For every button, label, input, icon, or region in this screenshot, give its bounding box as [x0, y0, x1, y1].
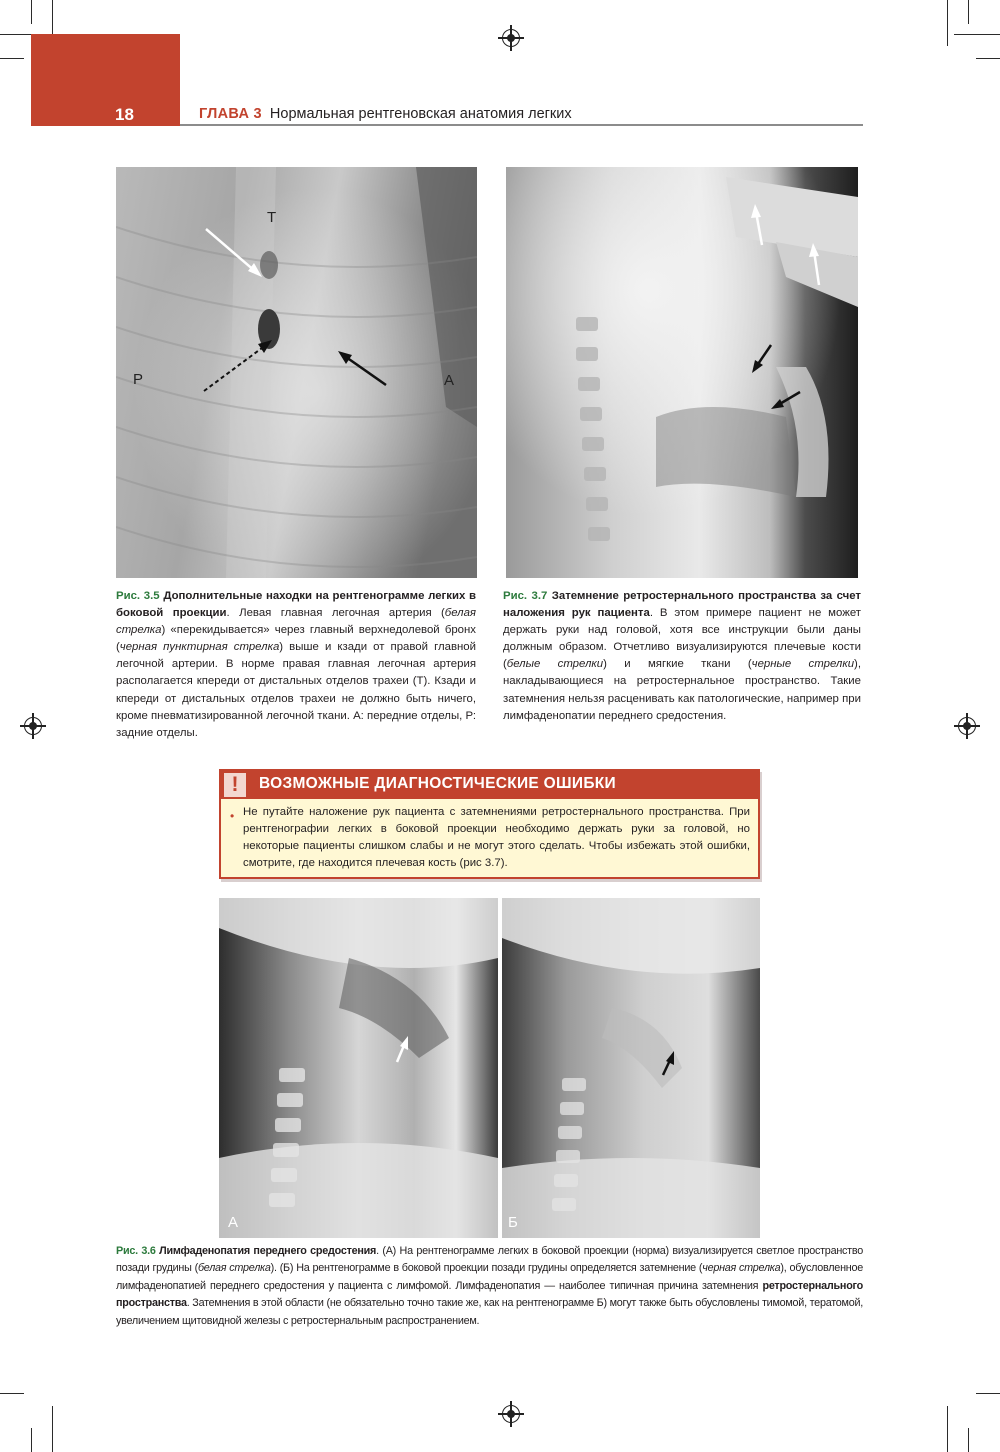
crop-mark [0, 58, 24, 59]
crop-mark [947, 1406, 948, 1452]
crop-mark [976, 58, 1000, 59]
caption-title: Лимфаденопатия переднего средостения [159, 1245, 377, 1257]
caption-emphasis: черные стрелки [751, 658, 855, 671]
figure-3-7-caption [503, 588, 861, 725]
caption-text: ), накладывающиеся на ретростернальное пространство. Такие затемнения нельзя расценивать как патологические, например при лимфаденопатии переднего средостения. [503, 658, 862, 722]
figure-3-7-xray [506, 167, 858, 578]
registration-mark-icon [24, 717, 42, 735]
exclamation-icon: ! [224, 773, 246, 797]
header-rule [180, 124, 863, 126]
crop-mark [954, 34, 1000, 35]
caption-text: ) выше и кзади от правой главной легочной артерии. В норме правая главная легочная артерия располагается кпереди от дистальных отделов трахеи (Т). Кзади и кпереди от дистальных отделов трахеи не должно быть ничего, кроме пневматизированной легочной ткани. А: передние отделы, Р: задние отделы. [116, 641, 476, 739]
crop-mark [0, 1393, 24, 1394]
caption-text: ), обусловленное лимфаденопатией переднего средостения у пациента с лимфомой. Лимфаденопатия — наиболее типичная причина затемнения [116, 1262, 863, 1292]
registration-mark-icon [502, 1405, 520, 1423]
figure-3-6b-xray [502, 898, 760, 1238]
caption-emphasis: белая стрелка [116, 607, 477, 637]
crop-mark [968, 1428, 969, 1452]
panel-a-label: А [228, 1214, 239, 1231]
chapter-title: Нормальная рентгеновская анатомия легких [269, 106, 572, 122]
caption-text: ) и мягкие ткани ( [603, 658, 752, 671]
bullet-icon: • [230, 809, 235, 823]
caption-bold: ретростернального пространства [116, 1279, 863, 1310]
warning-text: Не путайте наложение рук пациента с затемнениями ретростернального пространства. При рентгенографии легких в боковой проекции необходимо держать руки за головой, но некоторые пациенты слишком слабы и не могут этого сделать. Чтобы избежать этой ошибки, смотрите, где находится плечевая кость (рис 3.7). [243, 806, 750, 870]
registration-mark-icon [502, 29, 520, 47]
figure-3-5-xray [116, 167, 477, 578]
caption-text: . (А) На рентгенограмме легких в боковой проекции (норма) визуализируется светлое пространство позади грудины ( [116, 1245, 863, 1275]
caption-emphasis: черная пунктирная стрелка [119, 641, 280, 654]
caption-emphasis: черная стрелка [702, 1262, 781, 1275]
label-t: T [267, 209, 277, 226]
crop-mark [31, 0, 32, 24]
label-a: A [444, 372, 455, 389]
figure-3-6-caption [116, 1243, 863, 1330]
figure-3-5-caption [116, 588, 476, 742]
diagnostic-pitfalls-box [219, 769, 760, 879]
caption-emphasis: белая стрелка [197, 1262, 271, 1275]
warning-title: ВОЗМОЖНЫЕ ДИАГНОСТИЧЕСКИЕ ОШИБКИ [259, 775, 616, 792]
label-p: P [133, 371, 144, 388]
crop-mark [31, 1428, 32, 1452]
crop-mark [947, 0, 948, 46]
panel-b-label: Б [508, 1214, 518, 1231]
crop-mark [976, 1393, 1000, 1394]
chapter-label: ГЛАВА 3 [199, 106, 262, 122]
warning-header [221, 771, 758, 799]
crop-mark [968, 0, 969, 24]
figure-label: Рис. 3.6 [116, 1245, 156, 1257]
caption-text: . Затемнения в этой области (не обязательно точно такие же, как на рентгенограмме Б) могут также быть обусловлены тимомой, тератомой, увеличением щитовидной железы с ретростернальным распространением. [116, 1297, 863, 1327]
running-header [199, 106, 572, 122]
caption-text: ). (Б) На рентгенограмме в боковой проекции позади грудины определяется затемнение ( [270, 1262, 703, 1275]
caption-text: ) «перекидывается» через главный верхнедолевой бронх ( [116, 624, 476, 654]
caption-text: . В этом примере пациент не может держать руки над головой, хотя все инструкции были даны должным образом. Отчетливо визуализируются плечевые кости ( [503, 607, 861, 671]
figure-label: Рис. 3.7 [503, 590, 548, 602]
figure-3-6a-xray [219, 898, 498, 1238]
caption-title: Дополнительные находки на рентгенограмме легких в боковой проекции [116, 590, 477, 620]
figure-label: Рис. 3.5 [116, 590, 160, 602]
registration-mark-icon [958, 717, 976, 735]
crop-mark [52, 1406, 53, 1452]
chapter-tab [31, 34, 180, 126]
caption-emphasis: белые стрелки [506, 658, 604, 671]
page-number: 18 [115, 105, 134, 124]
caption-text: . Левая главная легочная артерия ( [226, 607, 445, 620]
caption-title: Затемнение ретростернального пространства за счет наложения рук пациента [503, 590, 861, 620]
